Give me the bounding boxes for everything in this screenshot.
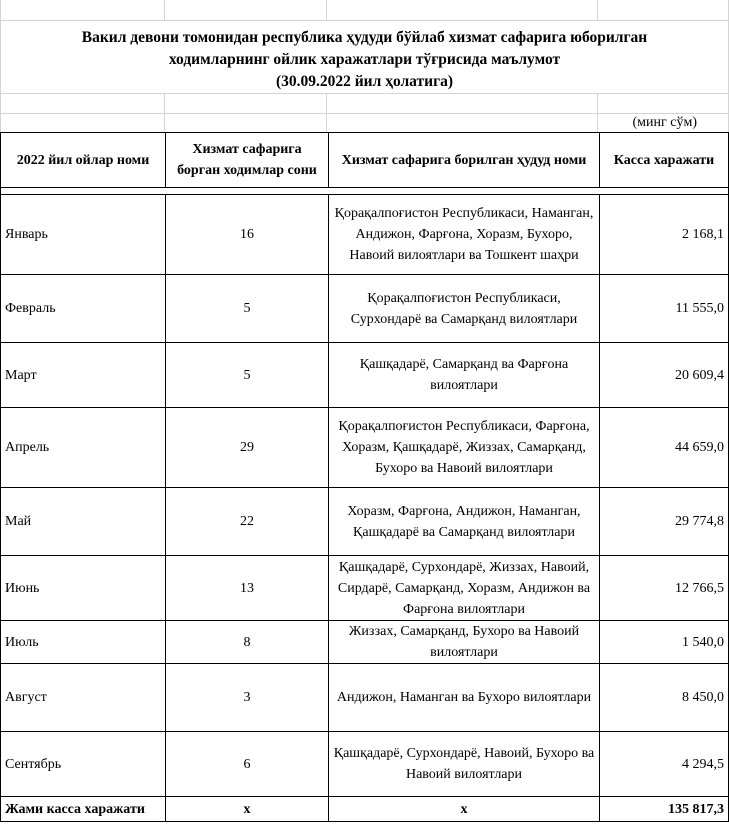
- count-cell: 29: [166, 408, 329, 488]
- month-cell: Август: [1, 664, 166, 732]
- document-title: [0, 27, 729, 93]
- region-cell: Қорақалпоғистон Республикаси, Сурхондарё ва Самарқанд вилоятлари: [329, 275, 600, 343]
- header-month: 2022 йил ойлар номи: [1, 133, 166, 188]
- count-cell: 5: [166, 275, 329, 343]
- table-row: [1, 488, 729, 556]
- table-row: [1, 664, 729, 732]
- month-cell: Март: [1, 343, 166, 408]
- header-row: [1, 133, 729, 188]
- total-count: x: [166, 797, 329, 822]
- gridline: [597, 0, 598, 20]
- region-cell: Жиззах, Самарқанд, Бухоро ва Навоий вилоятлари: [329, 621, 600, 664]
- gridline: [164, 93, 165, 133]
- month-cell: Сентябрь: [1, 732, 166, 797]
- amount-cell: 11 555,0: [600, 275, 729, 343]
- table-row: [1, 343, 729, 408]
- region-cell: Қашқадарё, Сурхондарё, Жиззах, Навоий, Сирдарё, Самарқанд, Хоразм, Андижон ва Фарғона вилоятлари: [329, 556, 600, 621]
- region-cell: Қорақалпоғистон Республикаси, Наманган, Андижон, Фарғона, Хоразм, Бухоро, Навоий вилоятлари ва Тошкент шаҳри: [329, 195, 600, 275]
- region-cell: Қашқадарё, Сурхондарё, Навоий, Бухоро ва Навоий вилоятлари: [329, 732, 600, 797]
- gridline: [164, 0, 165, 20]
- month-cell: Апрель: [1, 408, 166, 488]
- count-cell: 8: [166, 621, 329, 664]
- header-amount: Касса харажати: [600, 133, 729, 188]
- count-cell: 6: [166, 732, 329, 797]
- amount-cell: 12 766,5: [600, 556, 729, 621]
- total-region: x: [329, 797, 600, 822]
- total-label: Жами касса харажати: [1, 797, 166, 822]
- table-row: [1, 732, 729, 797]
- amount-cell: 4 294,5: [600, 732, 729, 797]
- spacer-cell: [1, 188, 729, 195]
- region-cell: Қорақалпоғистон Республикаси, Фарғона, Хоразм, Қашқадарё, Жиззах, Самарқанд, Бухоро ва Навоий вилоятлари: [329, 408, 600, 488]
- amount-cell: 29 774,8: [600, 488, 729, 556]
- title-line-3: (30.09.2022 йил ҳолатига): [275, 73, 454, 90]
- gridline: [597, 93, 598, 133]
- header-count: Хизмат сафарига борган ходимлар сони: [166, 133, 329, 188]
- unit-label: (минг сўм): [632, 115, 697, 130]
- amount-cell: 20 609,4: [600, 343, 729, 408]
- total-row: [1, 797, 729, 822]
- gridline: [0, 113, 729, 114]
- title-line-1: Вакил девони томонидан республика ҳудуди бўйлаб хизмат сафарига юборилган: [81, 29, 648, 46]
- amount-cell: 8 450,0: [600, 664, 729, 732]
- header-region: Хизмат сафарига борилган ҳудуд номи: [329, 133, 600, 188]
- count-cell: 3: [166, 664, 329, 732]
- gridline: [326, 93, 327, 133]
- gridline: [0, 20, 729, 21]
- region-cell: Қашқадарё, Самарқанд ва Фарғона вилоятлари: [329, 343, 600, 408]
- spacer-row: [1, 188, 729, 195]
- expenses-table: [0, 132, 729, 822]
- month-cell: Июнь: [1, 556, 166, 621]
- count-cell: 22: [166, 488, 329, 556]
- month-cell: Июль: [1, 621, 166, 664]
- amount-cell: 1 540,0: [600, 621, 729, 664]
- month-cell: Январь: [1, 195, 166, 275]
- title-line-2: ходимларнинг ойлик харажатлари тўғрисида маълумот: [168, 51, 561, 68]
- count-cell: 13: [166, 556, 329, 621]
- gridline: [326, 0, 327, 20]
- table-row: [1, 408, 729, 488]
- amount-cell: 44 659,0: [600, 408, 729, 488]
- table-row: [1, 621, 729, 664]
- table-row: [1, 195, 729, 275]
- count-cell: 5: [166, 343, 329, 408]
- month-cell: Февраль: [1, 275, 166, 343]
- table-row: [1, 556, 729, 621]
- total-amount: 135 817,3: [600, 797, 729, 822]
- month-cell: Май: [1, 488, 166, 556]
- region-cell: Андижон, Наманган ва Бухоро вилоятлари: [329, 664, 600, 732]
- amount-cell: 2 168,1: [600, 195, 729, 275]
- region-cell: Хоразм, Фарғона, Андижон, Наманган, Қашқадарё ва Самарқанд вилоятлари: [329, 488, 600, 556]
- count-cell: 16: [166, 195, 329, 275]
- table-row: [1, 275, 729, 343]
- gridline: [0, 93, 729, 94]
